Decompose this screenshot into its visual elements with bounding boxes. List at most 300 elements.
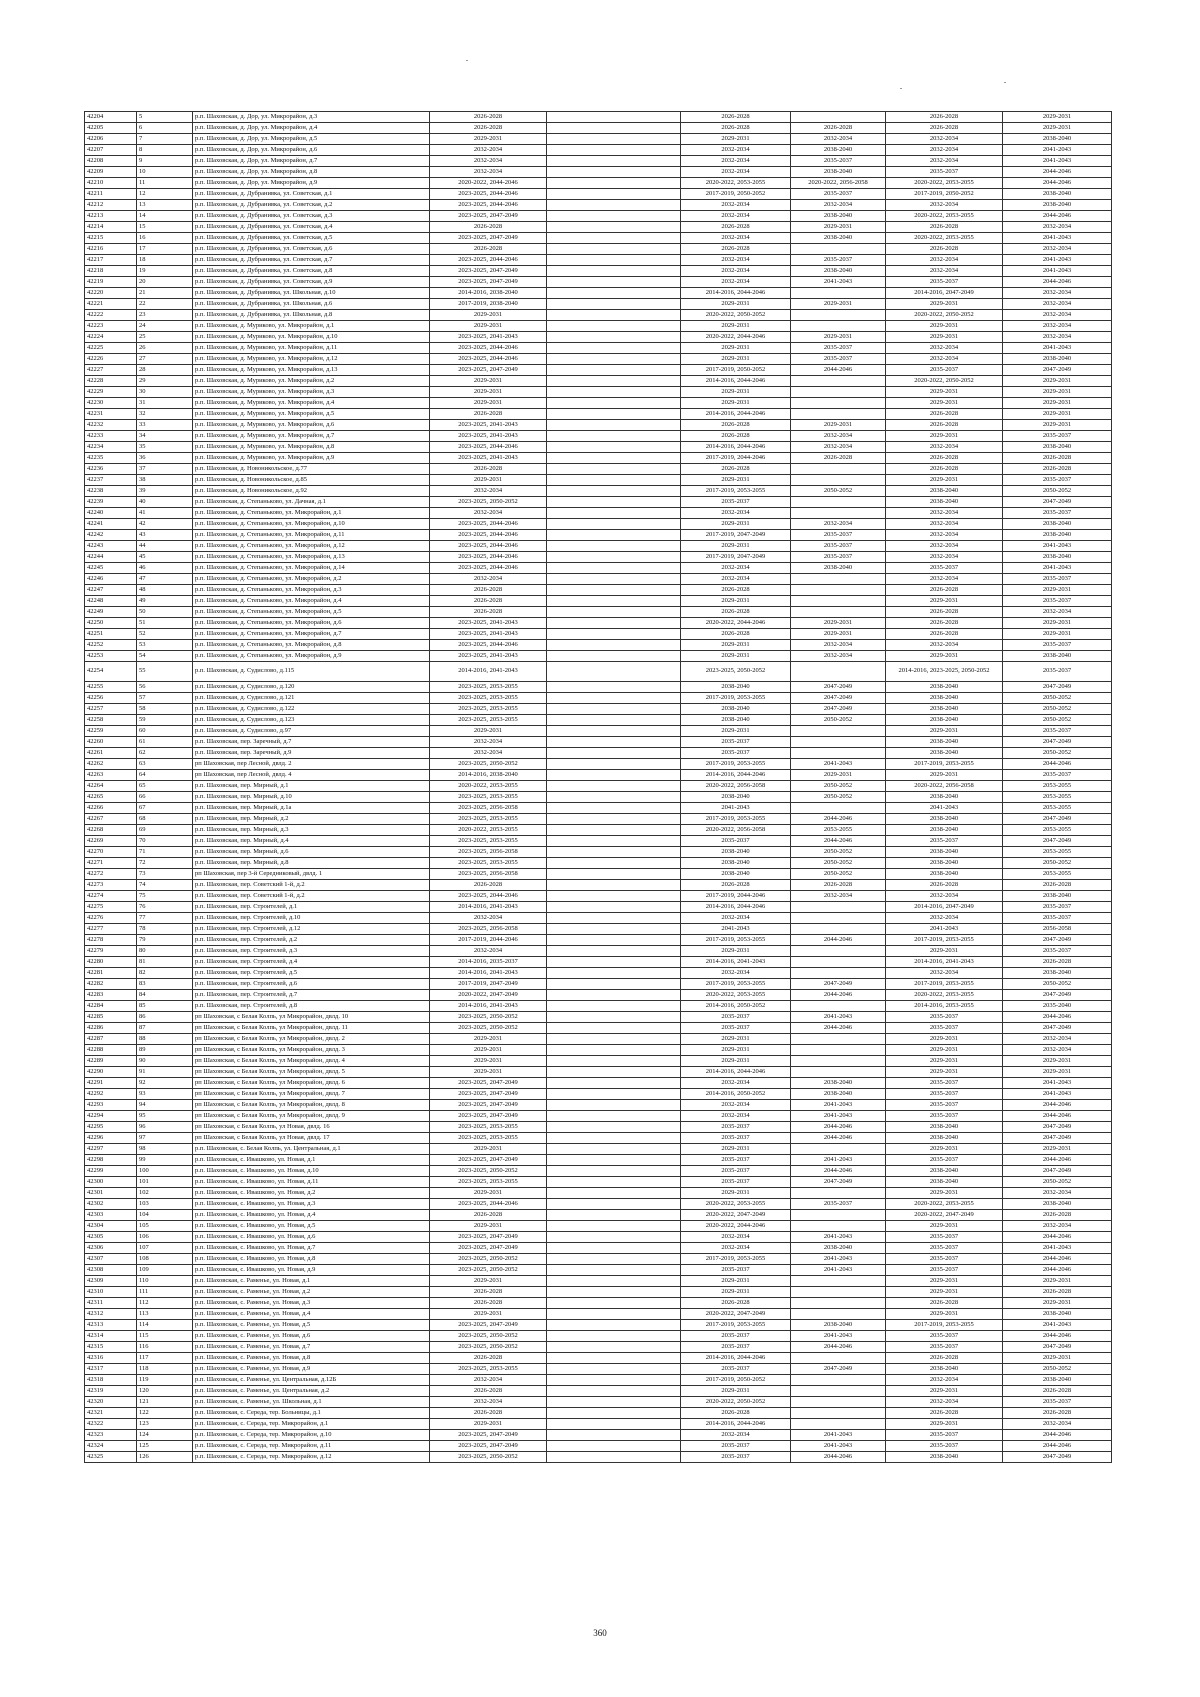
period-3-cell: 2029-2031 (681, 1034, 791, 1045)
address-cell: рп Шаховская, пер Лесной, двлд. 4 (193, 770, 430, 781)
row-number-cell: 115 (137, 1331, 193, 1342)
row-number-cell: 57 (137, 693, 193, 704)
period-4-cell (791, 376, 886, 387)
address-cell: р.п. Шаховская, с. Раменье, ул. Центральная, д.12Б (193, 1375, 430, 1386)
record-id-cell: 42276 (85, 913, 137, 924)
period-1-cell: 2023-2025, 2047-2049 (430, 1089, 547, 1100)
table-row (85, 759, 1112, 770)
period-4-cell: 2044-2046 (791, 990, 886, 1001)
period-6-cell: 2053-2055 (1003, 847, 1112, 858)
period-3-cell: 2035-2037 (681, 1166, 791, 1177)
period-1-cell: 2023-2025, 2044-2046 (430, 563, 547, 574)
period-4-cell: 2038-2040 (791, 1089, 886, 1100)
table-row (85, 781, 1112, 792)
record-id-cell: 42250 (85, 618, 137, 629)
period-5-cell: 2017-2019, 2053-2055 (886, 1320, 1003, 1331)
period-4-cell (791, 464, 886, 475)
address-cell: р.п. Шаховская, пер. Заречный, д.9 (193, 748, 430, 759)
row-number-cell: 42 (137, 519, 193, 530)
period-2-cell (547, 1155, 681, 1166)
record-id-cell: 42234 (85, 442, 137, 453)
period-3-cell: 2032-2034 (681, 277, 791, 288)
period-1-cell: 2029-2031 (430, 321, 547, 332)
period-5-cell: 2029-2031 (886, 299, 1003, 310)
record-id-cell: 42220 (85, 288, 137, 299)
address-cell: р.п. Шаховская, пер. Строителей, д.5 (193, 968, 430, 979)
period-2-cell (547, 1298, 681, 1309)
period-3-cell: 2017-2019, 2050-2052 (681, 365, 791, 376)
period-4-cell: 2047-2049 (791, 979, 886, 990)
period-2-cell (547, 453, 681, 464)
row-number-cell: 114 (137, 1320, 193, 1331)
period-3-cell: 2020-2022, 2053-2055 (681, 178, 791, 189)
period-6-cell: 2038-2040 (1003, 1375, 1112, 1386)
table-row (85, 475, 1112, 486)
record-id-cell: 42314 (85, 1331, 137, 1342)
period-6-cell: 2038-2040 (1003, 552, 1112, 563)
period-1-cell: 2032-2034 (430, 145, 547, 156)
period-4-cell: 2035-2037 (791, 189, 886, 200)
address-cell: р.п. Шаховская, д. Муриково, ул. Микрорайон, д.12 (193, 354, 430, 365)
table-row (85, 255, 1112, 266)
period-5-cell: 2014-2016, 2023-2025, 2050-2052 (886, 662, 1003, 682)
table-row (85, 693, 1112, 704)
period-2-cell (547, 288, 681, 299)
period-1-cell: 2026-2028 (430, 1408, 547, 1419)
address-cell: р.п. Шаховская, пер. Строителей, д.3 (193, 946, 430, 957)
address-cell: р.п. Шаховская, д. Степаньково, ул. Микрорайон, д.5 (193, 607, 430, 618)
period-1-cell: 2023-2025, 2047-2049 (430, 266, 547, 277)
period-5-cell: 2020-2022, 2047-2049 (886, 1210, 1003, 1221)
record-id-cell: 42297 (85, 1144, 137, 1155)
period-3-cell: 2035-2037 (681, 1265, 791, 1276)
table-row (85, 607, 1112, 618)
period-4-cell (791, 1397, 886, 1408)
period-4-cell (791, 288, 886, 299)
period-6-cell: 2032-2034 (1003, 332, 1112, 343)
period-2-cell (547, 924, 681, 935)
record-id-cell: 42253 (85, 651, 137, 662)
period-4-cell (791, 1067, 886, 1078)
record-id-cell: 42235 (85, 453, 137, 464)
table-row (85, 497, 1112, 508)
period-4-cell: 2032-2034 (791, 200, 886, 211)
period-4-cell (791, 497, 886, 508)
row-number-cell: 28 (137, 365, 193, 376)
period-5-cell: 2032-2034 (886, 530, 1003, 541)
record-id-cell: 42249 (85, 607, 137, 618)
row-number-cell: 27 (137, 354, 193, 365)
period-2-cell (547, 1364, 681, 1375)
period-1-cell: 2023-2025, 2044-2046 (430, 519, 547, 530)
period-6-cell: 2035-2040 (1003, 1001, 1112, 1012)
period-3-cell: 2038-2040 (681, 715, 791, 726)
period-5-cell: 2029-2031 (886, 770, 1003, 781)
row-number-cell: 38 (137, 475, 193, 486)
period-6-cell: 2032-2034 (1003, 1034, 1112, 1045)
period-3-cell: 2035-2037 (681, 1331, 791, 1342)
record-id-cell: 42277 (85, 924, 137, 935)
record-id-cell: 42226 (85, 354, 137, 365)
period-1-cell: 2017-2019, 2038-2040 (430, 299, 547, 310)
row-number-cell: 83 (137, 979, 193, 990)
period-6-cell: 2041-2043 (1003, 1320, 1112, 1331)
period-5-cell: 2026-2028 (886, 409, 1003, 420)
period-3-cell: 2032-2034 (681, 1430, 791, 1441)
row-number-cell: 62 (137, 748, 193, 759)
period-1-cell: 2023-2025, 2056-2058 (430, 924, 547, 935)
row-number-cell: 100 (137, 1166, 193, 1177)
period-4-cell: 2047-2049 (791, 682, 886, 693)
period-6-cell: 2032-2034 (1003, 244, 1112, 255)
period-1-cell: 2023-2025, 2053-2055 (430, 1133, 547, 1144)
period-2-cell (547, 365, 681, 376)
table-row (85, 244, 1112, 255)
record-id-cell: 42280 (85, 957, 137, 968)
period-6-cell: 2038-2040 (1003, 442, 1112, 453)
period-1-cell: 2023-2025, 2047-2049 (430, 1111, 547, 1122)
period-2-cell (547, 1375, 681, 1386)
period-1-cell: 2023-2025, 2047-2049 (430, 1320, 547, 1331)
period-6-cell: 2050-2052 (1003, 486, 1112, 497)
period-2-cell (547, 629, 681, 640)
period-5-cell: 2020-2022, 2050-2052 (886, 376, 1003, 387)
period-2-cell (547, 1430, 681, 1441)
period-3-cell: 2041-2043 (681, 803, 791, 814)
period-5-cell: 2029-2031 (886, 1045, 1003, 1056)
table-row (85, 541, 1112, 552)
period-6-cell: 2044-2046 (1003, 167, 1112, 178)
row-number-cell: 6 (137, 123, 193, 134)
period-5-cell: 2032-2034 (886, 640, 1003, 651)
period-2-cell (547, 1177, 681, 1188)
period-4-cell: 2050-2052 (791, 858, 886, 869)
period-4-cell: 2041-2043 (791, 1100, 886, 1111)
address-cell: р.п. Шаховская, д. Новоникольское, д.92 (193, 486, 430, 497)
row-number-cell: 44 (137, 541, 193, 552)
period-4-cell: 2029-2031 (791, 770, 886, 781)
period-1-cell: 2026-2028 (430, 607, 547, 618)
period-5-cell: 2038-2040 (886, 1452, 1003, 1463)
period-5-cell: 2032-2034 (886, 519, 1003, 530)
period-1-cell: 2032-2034 (430, 748, 547, 759)
row-number-cell: 58 (137, 704, 193, 715)
period-2-cell (547, 693, 681, 704)
period-2-cell (547, 946, 681, 957)
address-cell: р.п. Шаховская, д. Дубранивка, ул. Школьная, д.6 (193, 299, 430, 310)
period-5-cell: 2029-2031 (886, 1287, 1003, 1298)
table-row (85, 1023, 1112, 1034)
period-6-cell: 2044-2046 (1003, 277, 1112, 288)
period-1-cell: 2032-2034 (430, 1397, 547, 1408)
period-6-cell: 2047-2049 (1003, 836, 1112, 847)
period-3-cell: 2035-2037 (681, 1441, 791, 1452)
period-1-cell: 2032-2034 (430, 508, 547, 519)
period-6-cell: 2044-2046 (1003, 1012, 1112, 1023)
period-2-cell (547, 737, 681, 748)
period-4-cell: 2029-2031 (791, 420, 886, 431)
period-2-cell (547, 420, 681, 431)
record-id-cell: 42295 (85, 1122, 137, 1133)
period-3-cell: 2035-2037 (681, 1023, 791, 1034)
table-row (85, 913, 1112, 924)
table-row (85, 1397, 1112, 1408)
address-cell: р.п. Шаховская, с. Ивашково, ул. Новая, д.2 (193, 1188, 430, 1199)
table-row (85, 1067, 1112, 1078)
period-6-cell: 2032-2034 (1003, 607, 1112, 618)
period-3-cell: 2032-2034 (681, 913, 791, 924)
address-cell: р.п. Шаховская, д. Муриково, ул. Микрорайон, д.8 (193, 442, 430, 453)
period-6-cell: 2029-2031 (1003, 1056, 1112, 1067)
period-3-cell: 2014-2016, 2050-2052 (681, 1089, 791, 1100)
table-row (85, 398, 1112, 409)
period-3-cell: 2014-2016, 2044-2046 (681, 1419, 791, 1430)
table-row (85, 629, 1112, 640)
row-number-cell: 15 (137, 222, 193, 233)
period-1-cell: 2023-2025, 2044-2046 (430, 530, 547, 541)
period-4-cell: 2041-2043 (791, 1232, 886, 1243)
period-5-cell: 2032-2034 (886, 266, 1003, 277)
period-3-cell: 2014-2016, 2044-2046 (681, 409, 791, 420)
record-id-cell: 42210 (85, 178, 137, 189)
address-cell: р.п. Шаховская, д. Степаньково, ул. Микрорайон, д.8 (193, 640, 430, 651)
row-number-cell: 65 (137, 781, 193, 792)
row-number-cell: 48 (137, 585, 193, 596)
record-id-cell: 42261 (85, 748, 137, 759)
period-6-cell: 2029-2031 (1003, 1353, 1112, 1364)
period-3-cell: 2014-2016, 2050-2052 (681, 1001, 791, 1012)
row-number-cell: 123 (137, 1419, 193, 1430)
period-5-cell: 2035-2037 (886, 836, 1003, 847)
period-4-cell (791, 574, 886, 585)
record-id-cell: 42217 (85, 255, 137, 266)
period-3-cell: 2026-2028 (681, 1298, 791, 1309)
period-5-cell: 2038-2040 (886, 869, 1003, 880)
period-6-cell: 2050-2052 (1003, 858, 1112, 869)
period-5-cell: 2029-2031 (886, 946, 1003, 957)
period-6-cell: 2047-2049 (1003, 935, 1112, 946)
period-5-cell: 2038-2040 (886, 737, 1003, 748)
period-5-cell: 2038-2040 (886, 847, 1003, 858)
period-6-cell: 2026-2028 (1003, 1408, 1112, 1419)
row-number-cell: 67 (137, 803, 193, 814)
period-4-cell: 2026-2028 (791, 123, 886, 134)
address-cell: р.п. Шаховская, д. Степаньково, ул. Микрорайон, д.7 (193, 629, 430, 640)
period-2-cell (547, 189, 681, 200)
period-5-cell: 2038-2040 (886, 682, 1003, 693)
address-cell: рп Шаховская, с Белая Колпь, ул Микрорайон, двлд. 5 (193, 1067, 430, 1078)
table-row (85, 858, 1112, 869)
period-3-cell: 2032-2034 (681, 1243, 791, 1254)
period-1-cell: 2026-2028 (430, 222, 547, 233)
period-5-cell: 2035-2037 (886, 1243, 1003, 1254)
period-4-cell: 2041-2043 (791, 1441, 886, 1452)
row-number-cell: 23 (137, 310, 193, 321)
record-id-cell: 42206 (85, 134, 137, 145)
period-5-cell: 2029-2031 (886, 1144, 1003, 1155)
period-4-cell (791, 968, 886, 979)
period-4-cell: 2044-2046 (791, 1342, 886, 1353)
period-3-cell: 2020-2022, 2050-2052 (681, 310, 791, 321)
row-number-cell: 66 (137, 792, 193, 803)
table-row (85, 585, 1112, 596)
table-row (85, 1155, 1112, 1166)
table-row (85, 288, 1112, 299)
period-3-cell: 2032-2034 (681, 508, 791, 519)
period-3-cell: 2026-2028 (681, 464, 791, 475)
period-5-cell: 2029-2031 (886, 321, 1003, 332)
row-number-cell: 17 (137, 244, 193, 255)
period-5-cell: 2038-2040 (886, 814, 1003, 825)
period-5-cell: 2032-2034 (886, 255, 1003, 266)
period-6-cell: 2032-2034 (1003, 1419, 1112, 1430)
address-cell: р.п. Шаховская, с. Середа, тер. Микрорайон, д.10 (193, 1430, 430, 1441)
table-row (85, 803, 1112, 814)
period-4-cell: 2032-2034 (791, 519, 886, 530)
period-2-cell (547, 935, 681, 946)
period-3-cell: 2026-2028 (681, 431, 791, 442)
record-id-cell: 42207 (85, 145, 137, 156)
address-cell: р.п. Шаховская, с. Раменье, ул. Новая, д.6 (193, 1331, 430, 1342)
address-cell: р.п. Шаховская, пер. Мирный, д.2 (193, 814, 430, 825)
period-3-cell: 2020-2022, 2044-2046 (681, 332, 791, 343)
record-id-cell: 42252 (85, 640, 137, 651)
period-1-cell: 2023-2025, 2047-2049 (430, 211, 547, 222)
table-row (85, 1001, 1112, 1012)
period-6-cell: 2029-2031 (1003, 398, 1112, 409)
period-2-cell (547, 770, 681, 781)
address-cell: р.п. Шаховская, д. Судислово, д.115 (193, 662, 430, 682)
period-4-cell (791, 913, 886, 924)
period-2-cell (547, 1210, 681, 1221)
period-2-cell (547, 792, 681, 803)
row-number-cell: 87 (137, 1023, 193, 1034)
period-4-cell: 2044-2046 (791, 1452, 886, 1463)
address-cell: р.п. Шаховская, с. Середа, тер. Больницы, д.1 (193, 1408, 430, 1419)
address-cell: р.п. Шаховская, с. Раменье, ул. Новая, д.7 (193, 1342, 430, 1353)
record-id-cell: 42319 (85, 1386, 137, 1397)
period-6-cell: 2038-2040 (1003, 354, 1112, 365)
address-cell: р.п. Шаховская, д. Муриково, ул. Микрорайон, д.10 (193, 332, 430, 343)
record-id-cell: 42299 (85, 1166, 137, 1177)
period-1-cell: 2023-2025, 2041-2043 (430, 618, 547, 629)
row-number-cell: 69 (137, 825, 193, 836)
period-5-cell: 2029-2031 (886, 387, 1003, 398)
row-number-cell: 109 (137, 1265, 193, 1276)
period-5-cell: 2014-2016, 2047-2049 (886, 902, 1003, 913)
period-1-cell: 2023-2025, 2041-2043 (430, 453, 547, 464)
period-4-cell (791, 1276, 886, 1287)
period-4-cell: 2038-2040 (791, 167, 886, 178)
period-2-cell (547, 464, 681, 475)
period-4-cell (791, 737, 886, 748)
period-3-cell: 2029-2031 (681, 519, 791, 530)
period-4-cell: 2032-2034 (791, 640, 886, 651)
address-cell: р.п. Шаховская, д. Муриково, ул. Микрорайон, д.13 (193, 365, 430, 376)
period-3-cell: 2035-2037 (681, 836, 791, 847)
record-id-cell: 42241 (85, 519, 137, 530)
period-1-cell: 2023-2025, 2044-2046 (430, 1199, 547, 1210)
record-id-cell: 42254 (85, 662, 137, 682)
period-6-cell: 2032-2034 (1003, 321, 1112, 332)
address-cell: р.п. Шаховская, д. Дубранивка, ул. Советская, д.5 (193, 233, 430, 244)
period-5-cell: 2035-2037 (886, 1232, 1003, 1243)
period-5-cell: 2026-2028 (886, 244, 1003, 255)
record-id-cell: 42274 (85, 891, 137, 902)
table-row (85, 134, 1112, 145)
address-cell: р.п. Шаховская, пер. Заречный, д.7 (193, 737, 430, 748)
table-row (85, 1375, 1112, 1386)
row-number-cell: 118 (137, 1364, 193, 1375)
period-2-cell (547, 1441, 681, 1452)
row-number-cell: 35 (137, 442, 193, 453)
period-4-cell (791, 946, 886, 957)
address-cell: р.п. Шаховская, пер. Мирный, д.1а (193, 803, 430, 814)
period-5-cell: 2038-2040 (886, 825, 1003, 836)
period-3-cell: 2035-2037 (681, 1364, 791, 1375)
record-id-cell: 42318 (85, 1375, 137, 1386)
period-2-cell (547, 321, 681, 332)
period-3-cell: 2032-2034 (681, 1078, 791, 1089)
record-id-cell: 42223 (85, 321, 137, 332)
address-cell: р.п. Шаховская, с. Ивашково, ул. Новая, д.1 (193, 1155, 430, 1166)
address-cell: р.п. Шаховская, с. Ивашково, ул. Новая, д.11 (193, 1177, 430, 1188)
period-3-cell: 2026-2028 (681, 629, 791, 640)
period-4-cell (791, 475, 886, 486)
record-id-cell: 42281 (85, 968, 137, 979)
period-1-cell: 2023-2025, 2041-2043 (430, 431, 547, 442)
address-cell: р.п. Шаховская, д. Дор, ул. Микрорайон, д.9 (193, 178, 430, 189)
period-5-cell: 2038-2040 (886, 1177, 1003, 1188)
table-row (85, 792, 1112, 803)
period-1-cell: 2023-2025, 2053-2055 (430, 693, 547, 704)
period-3-cell: 2032-2034 (681, 1111, 791, 1122)
period-1-cell: 2032-2034 (430, 574, 547, 585)
record-id-cell: 42293 (85, 1100, 137, 1111)
period-4-cell (791, 1001, 886, 1012)
period-1-cell: 2029-2031 (430, 1144, 547, 1155)
period-1-cell: 2014-2016, 2038-2040 (430, 770, 547, 781)
period-5-cell: 2026-2028 (886, 585, 1003, 596)
period-3-cell: 2035-2037 (681, 1155, 791, 1166)
table-row (85, 453, 1112, 464)
period-6-cell: 2050-2052 (1003, 693, 1112, 704)
period-2-cell (547, 530, 681, 541)
period-2-cell (547, 233, 681, 244)
row-number-cell: 22 (137, 299, 193, 310)
record-id-cell: 42256 (85, 693, 137, 704)
period-5-cell: 2029-2031 (886, 1309, 1003, 1320)
row-number-cell: 124 (137, 1430, 193, 1441)
period-1-cell: 2026-2028 (430, 464, 547, 475)
table-row (85, 946, 1112, 957)
period-5-cell: 2032-2034 (886, 200, 1003, 211)
period-5-cell: 2029-2031 (886, 332, 1003, 343)
table-row (85, 1408, 1112, 1419)
record-id-cell: 42266 (85, 803, 137, 814)
period-6-cell: 2035-2037 (1003, 431, 1112, 442)
period-6-cell: 2032-2034 (1003, 288, 1112, 299)
period-2-cell (547, 541, 681, 552)
table-row (85, 211, 1112, 222)
period-4-cell: 2041-2043 (791, 1331, 886, 1342)
record-id-cell: 42284 (85, 1001, 137, 1012)
period-2-cell (547, 354, 681, 365)
period-4-cell (791, 1309, 886, 1320)
period-5-cell: 2032-2034 (886, 354, 1003, 365)
period-3-cell: 2020-2022, 2056-2058 (681, 825, 791, 836)
period-2-cell (547, 1320, 681, 1331)
